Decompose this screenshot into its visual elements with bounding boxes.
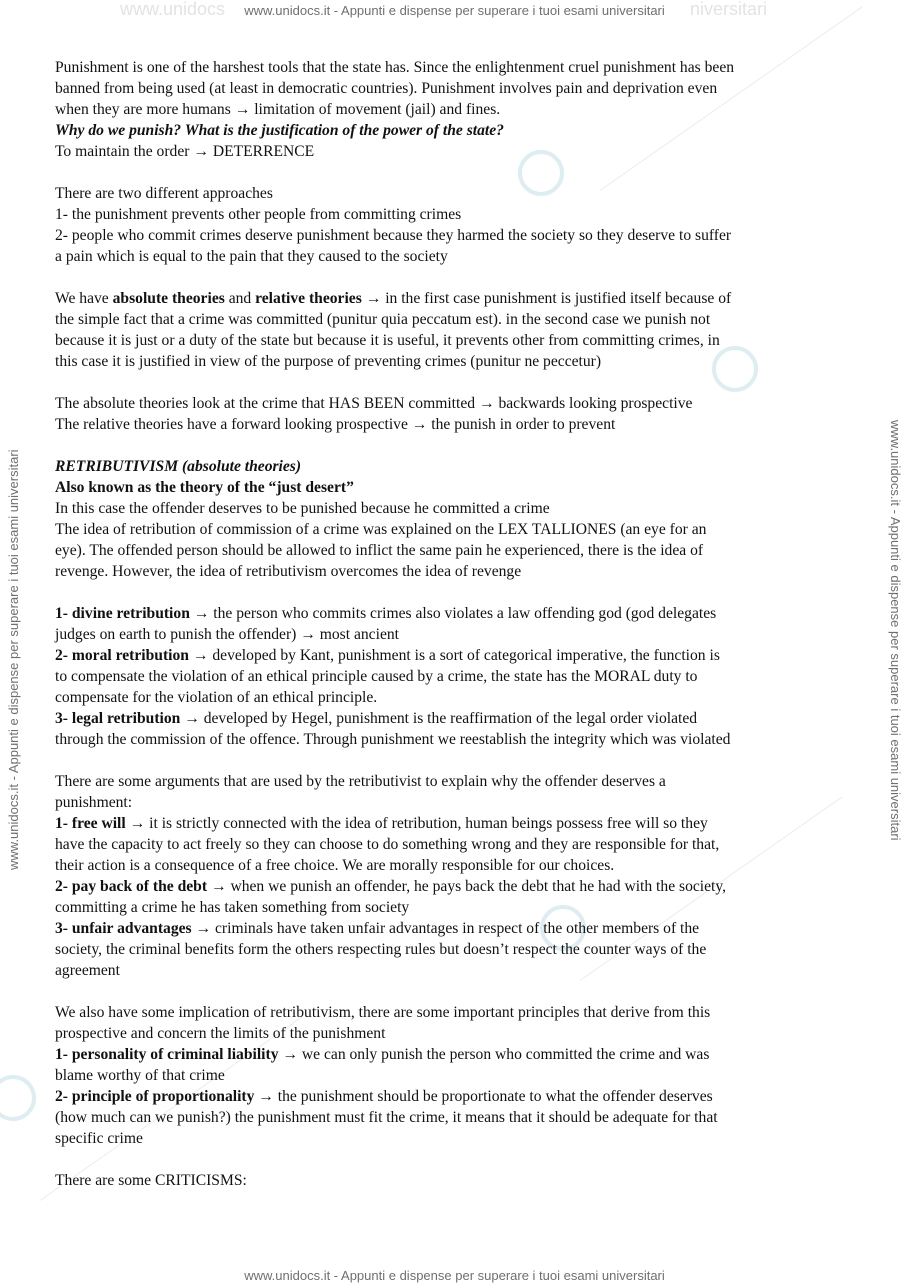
watermark-top bbox=[0, 0, 909, 19]
bold-term: 1- free will bbox=[55, 815, 126, 832]
bold-term: 2- moral retribution bbox=[55, 647, 189, 664]
text-line: eye). The offended person should be allowed to inflict the same pain he experienced, there is the idea of bbox=[55, 542, 704, 559]
rich-line: We have absolute theories and relative theories → in the first case punishment is justified itself because of bbox=[55, 290, 732, 307]
text-line: prospective and concern the limits of the punishment bbox=[55, 1025, 386, 1042]
text-line: specific crime bbox=[55, 1130, 143, 1147]
rich-line: 2- principle of proportionality → the punishment should be proportionate to what the offender deserves bbox=[55, 1088, 713, 1105]
text-line: judges on earth to punish the offender) → most ancient bbox=[55, 626, 399, 643]
text-line: compensate for the violation of an ethical principle. bbox=[55, 689, 378, 706]
text-line: Punishment is one of the harshest tools that the state has. Since the enlightenment cruel punishment has been bbox=[55, 59, 735, 76]
bold-term: 1- divine retribution bbox=[55, 605, 190, 622]
text-line: have the capacity to act freely so they can choose to do something wrong and they are responsible for that, bbox=[55, 836, 720, 853]
rich-line: 1- personality of criminal liability → we can only punish the person who committed the crime and was bbox=[55, 1046, 710, 1063]
blank-line bbox=[55, 435, 855, 456]
watermark-left: www.unidocs.it - Appunti e dispense per superare i tuoi esami universitari bbox=[6, 449, 21, 870]
rich-line: 1- free will → it is strictly connected with the idea of retribution, human beings possess free will so they bbox=[55, 815, 708, 832]
text-line: punishment: bbox=[55, 794, 133, 811]
watermark-ghost-left: www.unidocs bbox=[120, 0, 226, 19]
text-line: this case it is justified in view of the purpose of preventing crimes (punitur ne peccetur) bbox=[55, 353, 602, 370]
text-line: We also have some implication of retributivism, there are some important principles that derive from this bbox=[55, 1004, 711, 1021]
blank-line bbox=[55, 750, 855, 771]
text-line: The absolute theories look at the crime that HAS BEEN committed → backwards looking prospective bbox=[55, 395, 693, 412]
text-line: committing a crime he has taken something from society bbox=[55, 899, 410, 916]
blank-line bbox=[55, 267, 855, 288]
text-line: There are two different approaches bbox=[55, 185, 273, 202]
watermark-top-text: www.unidocs.it - Appunti e dispense per superare i tuoi esami universitari bbox=[244, 3, 665, 18]
watermark-bottom-text: www.unidocs.it - Appunti e dispense per superare i tuoi esami universitari bbox=[244, 1268, 665, 1283]
bold-term: 1- personality of criminal liability bbox=[55, 1046, 279, 1063]
text-line: The idea of retribution of commission of a crime was explained on the LEX TALLIONES (an eye for an bbox=[55, 521, 707, 538]
document-body bbox=[55, 57, 855, 1191]
rich-line: 2- pay back of the debt → when we punish an offender, he pays back the debt that he had with the society, bbox=[55, 878, 727, 895]
bold-term: 2- pay back of the debt bbox=[55, 878, 208, 895]
text-line: 1- the punishment prevents other people from committing crimes bbox=[55, 206, 462, 223]
bold-term: relative theories bbox=[255, 290, 362, 307]
section-heading: RETRIBUTIVISM (absolute theories) bbox=[55, 458, 302, 475]
text-line: blame worthy of that crime bbox=[55, 1067, 225, 1084]
blank-line bbox=[55, 1149, 855, 1170]
bold-term: 2- principle of proportionality bbox=[55, 1088, 255, 1105]
blank-line bbox=[55, 162, 855, 183]
text-line: banned from being used (at least in democratic countries). Punishment involves pain and deprivation even bbox=[55, 80, 718, 97]
blank-line bbox=[55, 582, 855, 603]
text-line: (how much can we punish?) the punishment must fit the crime, it means that it should be adequate for that bbox=[55, 1109, 718, 1126]
text-line: The relative theories have a forward looking prospective → the punish in order to prevent bbox=[55, 416, 616, 433]
rich-line: 1- divine retribution → the person who commits crimes also violates a law offending god (god delegates bbox=[55, 605, 717, 622]
rich-line: 2- moral retribution → developed by Kant, punishment is a sort of categorical imperative, the function is bbox=[55, 647, 720, 664]
text-line: In this case the offender deserves to be punished because he committed a crime bbox=[55, 500, 550, 517]
rich-line: 3- unfair advantages → criminals have taken unfair advantages in respect of the other members of the bbox=[55, 920, 700, 937]
text-line: to compensate the violation of an ethical principle caused by a crime, the state has the MORAL duty to bbox=[55, 668, 698, 685]
text-line: their action is a consequence of a free choice. We are morally responsible for our choices. bbox=[55, 857, 615, 874]
text-line: through the commission of the offence. Through punishment we reestablish the integrity which was violated bbox=[55, 731, 731, 748]
watermark-ghost-right: niversitari bbox=[690, 0, 768, 19]
text-line: when they are more humans → limitation of movement (jail) and fines. bbox=[55, 101, 501, 118]
text-line: There are some CRITICISMS: bbox=[55, 1172, 247, 1189]
text-line: To maintain the order → DETERRENCE bbox=[55, 143, 315, 160]
text-line: because it is just or a duty of the state but because it is useful, it prevents other from committing crimes, in bbox=[55, 332, 720, 349]
section-subheading: Also known as the theory of the “just desert” bbox=[55, 479, 354, 496]
blank-line bbox=[55, 981, 855, 1002]
text-line: agreement bbox=[55, 962, 120, 979]
bold-term: absolute theories bbox=[112, 290, 225, 307]
watermark-bottom bbox=[0, 1268, 909, 1283]
text-line: revenge. However, the idea of retributivism overcomes the idea of revenge bbox=[55, 563, 522, 580]
bold-term: 3- unfair advantages bbox=[55, 920, 192, 937]
text-line: There are some arguments that are used by the retributivist to explain why the offender deserves a bbox=[55, 773, 666, 790]
text-line: the simple fact that a crime was committed (punitur quia peccatum est). in the second case we punish not bbox=[55, 311, 711, 328]
bold-term: 3- legal retribution bbox=[55, 710, 181, 727]
unidocs-logo-icon bbox=[0, 1075, 36, 1121]
text-line: 2- people who commit crimes deserve punishment because they harmed the society so they deserve to suffer bbox=[55, 227, 732, 244]
blank-line bbox=[55, 372, 855, 393]
section-question: Why do we punish? What is the justification of the power of the state? bbox=[55, 122, 504, 139]
watermark-right: www.unidocs.it - Appunti e dispense per superare i tuoi esami universitari bbox=[888, 420, 903, 841]
text-line: a pain which is equal to the pain that they caused to the society bbox=[55, 248, 448, 265]
rich-line: 3- legal retribution → developed by Hegel, punishment is the reaffirmation of the legal order violated bbox=[55, 710, 698, 727]
text-line: society, the criminal benefits form the others respecting rules but doesn’t respect the counter ways of the bbox=[55, 941, 707, 958]
